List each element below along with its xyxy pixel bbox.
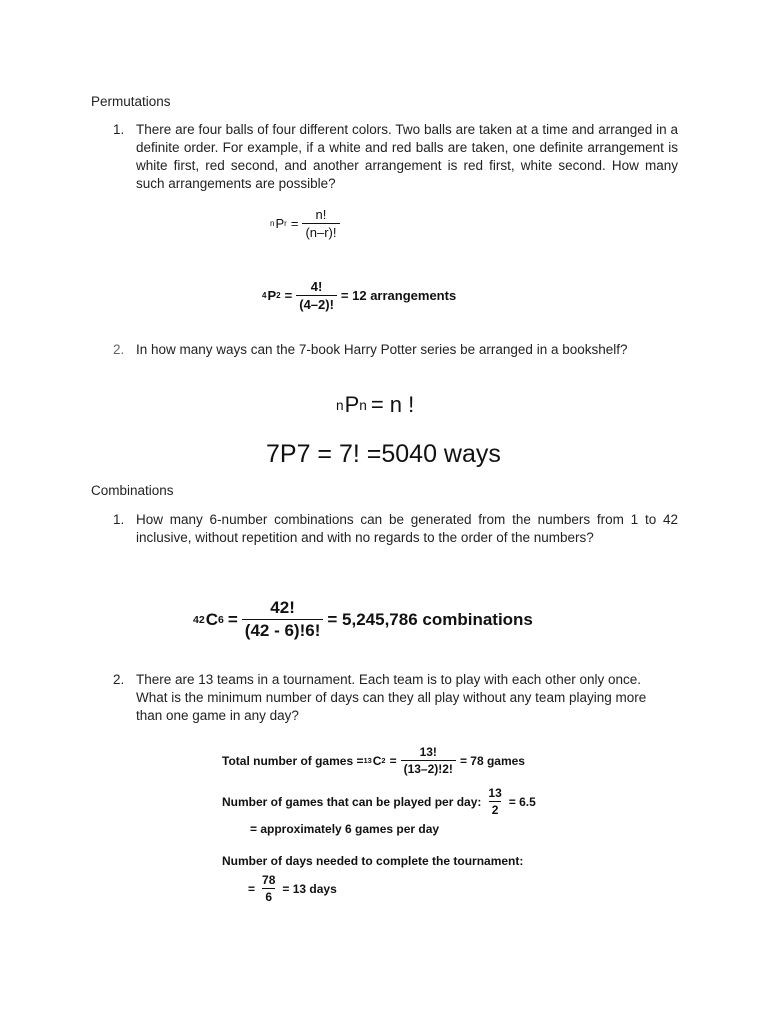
npn-sub: n — [359, 397, 367, 413]
13c2-result: = 78 games — [459, 753, 525, 768]
npr-main: P — [275, 216, 285, 231]
comb-q1-text: How many 6-number combinations can be generated from the numbers from 1 to 42 inclusive, without repetition and with no regards to the order of the numbers? — [136, 512, 678, 545]
4p2-eq: = — [284, 288, 293, 303]
4p2-pre: 4 — [262, 291, 267, 300]
npr-fraction — [302, 207, 339, 240]
42c6-pre: 42 — [193, 613, 205, 626]
days-eq: = — [248, 881, 256, 896]
games-per-day-denominator: 2 — [489, 801, 502, 817]
games-per-day-label: Number of games that can be played per day: — [222, 794, 482, 809]
games-per-day-line — [222, 786, 536, 817]
13c2-eq: = — [389, 753, 397, 768]
perm-q2-number: 2. — [113, 342, 125, 357]
games-total-label: Total number of games = — [222, 753, 364, 768]
42c6-eq: = — [227, 609, 238, 629]
4p2-formula — [262, 279, 456, 312]
comb-q1-number: 1. — [113, 512, 125, 527]
npr-sub: r — [284, 219, 287, 228]
4p2-main: P — [267, 288, 277, 303]
13c2-sub: 2 — [381, 756, 386, 765]
npn-rest: = n ! — [370, 392, 415, 417]
comb-q2-text: There are 13 teams in a tournament. Each team is to play with each other only once. What is the minimum number of days can they all play without any team playing more than one game in any day? — [136, 672, 647, 723]
days-result: = 13 days — [282, 881, 337, 896]
perm-q2-answer: 7P7 = 7! =5040 ways — [266, 440, 501, 468]
perm-q2-text: In how many ways can the 7-book Harry Potter series be arranged in a bookshelf? — [136, 342, 628, 357]
games-per-day-result: = 6.5 — [508, 794, 536, 809]
4p2-sub: 2 — [276, 291, 281, 300]
permutations-heading: Permutations — [91, 94, 171, 109]
approx-games-line: = approximately 6 games per day — [250, 822, 440, 836]
days-numerator: 78 — [262, 873, 276, 887]
npr-numerator: n! — [315, 207, 327, 222]
42c6-formula — [193, 598, 533, 641]
days-denominator: 6 — [262, 888, 275, 904]
days-needed-label: Number of days needed to complete the tournament: — [222, 854, 524, 868]
4p2-result: = 12 arrangements — [340, 288, 457, 303]
42c6-sub: 6 — [218, 613, 224, 626]
games-per-day-numerator: 13 — [488, 786, 502, 800]
npn-main: P — [344, 392, 360, 417]
combinations-heading: Combinations — [91, 483, 174, 498]
42c6-numerator: 42! — [270, 598, 295, 617]
13c2-main: C — [372, 753, 382, 768]
npr-formula — [270, 207, 340, 240]
games-total-line — [222, 745, 525, 776]
42c6-main: C — [205, 609, 218, 629]
days-result-line — [248, 873, 337, 904]
perm-q1-text: There are four balls of four different colors. Two balls are taken at a time and arranged in a definite order. For example, if a white and red balls are taken, one definite arrangement is white first, red second, and another arrangement is red first, white second. How many such arrangements are possible? — [136, 122, 678, 191]
42c6-result: = 5,245,786 combinations — [327, 609, 533, 629]
13c2-fraction — [401, 745, 456, 776]
13c2-pre: 13 — [363, 756, 372, 765]
games-per-day-fraction — [485, 786, 504, 817]
npn-pre: n — [336, 397, 344, 413]
13c2-denominator: (13–2)!2! — [401, 760, 456, 776]
perm-q1-number: 1. — [113, 122, 125, 137]
4p2-fraction — [296, 279, 337, 312]
42c6-fraction — [242, 598, 324, 641]
npr-eq: = — [290, 216, 299, 231]
npr-denominator: (n–r)! — [302, 223, 339, 240]
npn-formula — [336, 392, 414, 418]
comb-q2-number: 2. — [113, 672, 125, 687]
13c2-numerator: 13! — [419, 745, 437, 759]
npr-pre: n — [270, 219, 275, 228]
4p2-denominator: (4–2)! — [296, 295, 337, 312]
42c6-denominator: (42 - 6)!6! — [242, 619, 324, 641]
days-fraction — [259, 873, 278, 904]
4p2-numerator: 4! — [310, 279, 323, 294]
